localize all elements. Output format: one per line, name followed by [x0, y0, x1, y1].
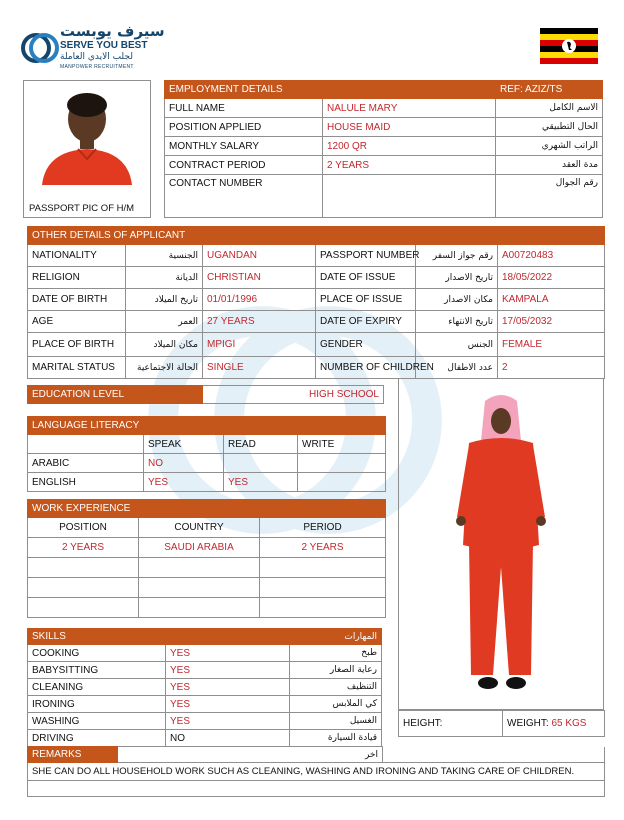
remarks-text: SHE CAN DO ALL HOUSEHOLD WORK SUCH AS CLEANING, WASHING AND IRONING AND TAKING CARE OF CHILDREN.	[28, 763, 605, 781]
remarks-header-fill	[383, 747, 605, 763]
work-empty-cell	[139, 578, 260, 598]
work-empty-cell	[28, 558, 139, 578]
place-of-birth-label: PLACE OF BIRTH	[28, 333, 126, 357]
country-column-header: COUNTRY	[139, 518, 260, 538]
work-empty-cell	[139, 558, 260, 578]
english-language-label: ENGLISH	[28, 473, 144, 492]
date-of-birth-value: 01/01/1996	[203, 289, 316, 311]
language-table	[27, 416, 386, 492]
date-of-issue-label: DATE OF ISSUE	[316, 267, 416, 289]
washing-arabic: الغسيل	[290, 713, 382, 730]
skills-header-fill	[166, 629, 290, 645]
other-details-header: OTHER DETAILS OF APPLICANT	[28, 227, 605, 245]
weight-value: 65 KGS	[551, 718, 587, 729]
logo-arabic-sub: لجلب الايدي العاملة	[60, 52, 133, 62]
employment-ref: REF: AZIZ/TS	[496, 81, 603, 99]
monthly-salary-label: MONTHLY SALARY	[165, 137, 323, 156]
age-label: AGE	[28, 311, 126, 333]
cooking-value: YES	[166, 645, 290, 662]
date-of-birth-label: DATE OF BIRTH	[28, 289, 126, 311]
remarks-empty-row	[28, 781, 605, 797]
date-of-issue-value: 18/05/2022	[498, 267, 605, 289]
washing-label: WASHING	[28, 713, 166, 730]
work-empty-cell	[260, 558, 386, 578]
position-applied-arabic: الحال التطبيقي	[496, 118, 603, 137]
age-value: 27 YEARS	[203, 311, 316, 333]
driving-label: DRIVING	[28, 730, 166, 747]
language-header-fill	[224, 417, 386, 435]
photo-caption: PASSPORT PIC OF H/M	[29, 203, 135, 214]
passport-number-label: PASSPORT NUMBER	[316, 245, 416, 267]
employment-header: EMPLOYMENT DETAILS	[165, 81, 496, 99]
contact-number-label: CONTACT NUMBER	[165, 175, 323, 218]
position-column-header: POSITION	[28, 518, 139, 538]
religion-label: RELIGION	[28, 267, 126, 289]
date-of-expiry-label: DATE OF EXPIRY	[316, 311, 416, 333]
height-cell	[399, 711, 503, 737]
language-header: LANGUAGE LITERACY	[28, 417, 224, 435]
company-logo-icon	[20, 26, 60, 72]
passport-photo-icon	[28, 85, 146, 185]
cleaning-label: CLEANING	[28, 679, 166, 696]
full-name-label: FULL NAME	[165, 99, 323, 118]
driving-value: NO	[166, 730, 290, 747]
place-of-issue-arabic: مكان الاصدار	[416, 289, 498, 311]
date-of-birth-arabic: تاريخ الميلاد	[126, 289, 203, 311]
read-column-header: READ	[224, 435, 298, 454]
date-of-issue-arabic: تاريخ الاصدار	[416, 267, 498, 289]
gender-value: FEMALE	[498, 333, 605, 357]
arabic-write-value	[298, 454, 386, 473]
weight-label: WEIGHT:	[507, 718, 549, 729]
arabic-speak-value: NO	[144, 454, 224, 473]
work-experience-header: WORK EXPERIENCE	[28, 500, 260, 518]
cooking-label: COOKING	[28, 645, 166, 662]
marital-status-arabic: الحالة الاجتماعية	[126, 357, 203, 379]
skills-header-arabic: المهارات	[290, 629, 382, 645]
date-of-expiry-arabic: تاريخ الانتهاء	[416, 311, 498, 333]
uganda-flag-icon	[540, 28, 598, 64]
contact-number-value	[323, 175, 496, 218]
place-of-issue-value: KAMPALA	[498, 289, 605, 311]
work-header-fill	[260, 500, 386, 518]
date-of-expiry-value: 17/05/2032	[498, 311, 605, 333]
marital-status-label: MARITAL STATUS	[28, 357, 126, 379]
place-of-birth-arabic: مكان الميلاد	[126, 333, 203, 357]
religion-value: CHRISTIAN	[203, 267, 316, 289]
work-empty-cell	[260, 578, 386, 598]
monthly-salary-value: 1200 QR	[323, 137, 496, 156]
driving-arabic: قيادة السيارة	[290, 730, 382, 747]
full-body-photo-frame	[398, 378, 604, 710]
work-experience-table	[27, 499, 386, 618]
contract-period-label: CONTRACT PERIOD	[165, 156, 323, 175]
write-column-header: WRITE	[298, 435, 386, 454]
full-name-arabic: الاسم الكامل	[496, 99, 603, 118]
language-blank-head	[28, 435, 144, 454]
number-of-children-label: NUMBER OF CHILDREN	[316, 357, 416, 379]
remarks-table	[27, 746, 605, 797]
skills-header: SKILLS	[28, 629, 166, 645]
work-empty-cell	[260, 598, 386, 618]
education-value: HIGH SCHOOL	[203, 386, 384, 404]
arabic-language-label: ARABIC	[28, 454, 144, 473]
place-of-birth-value: MPIGI	[203, 333, 316, 357]
position-applied-label: POSITION APPLIED	[165, 118, 323, 137]
logo-english-name: SERVE YOU BEST	[60, 40, 148, 51]
work-position-value: 2 YEARS	[28, 538, 139, 558]
work-empty-cell	[28, 598, 139, 618]
skills-table	[27, 628, 382, 747]
passport-number-value: A00720483	[498, 245, 605, 267]
height-label: HEIGHT:	[403, 718, 443, 729]
contract-period-arabic: مدة العقد	[496, 156, 603, 175]
cooking-arabic: طبخ	[290, 645, 382, 662]
ironing-label: IRONING	[28, 696, 166, 713]
work-empty-cell	[28, 578, 139, 598]
contact-number-arabic: رقم الجوال	[496, 175, 603, 218]
position-applied-value: HOUSE MAID	[323, 118, 496, 137]
monthly-salary-arabic: الراتب الشهري	[496, 137, 603, 156]
weight-cell	[503, 711, 605, 737]
contract-period-value: 2 YEARS	[323, 156, 496, 175]
speak-column-header: SPEAK	[144, 435, 224, 454]
number-of-children-value: 2	[498, 357, 605, 379]
english-read-value: YES	[224, 473, 298, 492]
nationality-value: UGANDAN	[203, 245, 316, 267]
washing-value: YES	[166, 713, 290, 730]
measurements-table	[398, 710, 605, 737]
education-table	[27, 385, 384, 404]
ironing-value: YES	[166, 696, 290, 713]
passport-photo-frame	[23, 80, 151, 218]
employment-details-table	[164, 80, 603, 218]
arabic-read-value	[224, 454, 298, 473]
number-of-children-arabic: عدد الاطفال	[416, 357, 498, 379]
work-period-value: 2 YEARS	[260, 538, 386, 558]
full-body-photo-icon	[399, 393, 603, 703]
passport-number-arabic: رقم جواز السفر	[416, 245, 498, 267]
nationality-label: NATIONALITY	[28, 245, 126, 267]
english-write-value	[298, 473, 386, 492]
remarks-header: REMARKS	[28, 747, 118, 763]
cleaning-arabic: التنظيف	[290, 679, 382, 696]
babysitting-value: YES	[166, 662, 290, 679]
logo-tagline: MANPOWER RECRUITMENT	[60, 64, 134, 70]
logo-arabic-name: سيرف يوبست	[60, 22, 165, 40]
babysitting-arabic: رعاية الصغار	[290, 662, 382, 679]
gender-label: GENDER	[316, 333, 416, 357]
english-speak-value: YES	[144, 473, 224, 492]
age-arabic: العمر	[126, 311, 203, 333]
cleaning-value: YES	[166, 679, 290, 696]
place-of-issue-label: PLACE OF ISSUE	[316, 289, 416, 311]
full-name-value: NALULE MARY	[323, 99, 496, 118]
nationality-arabic: الجنسية	[126, 245, 203, 267]
skills-other-arabic: اخر	[118, 747, 383, 763]
marital-status-value: SINGLE	[203, 357, 316, 379]
education-label: EDUCATION LEVEL	[28, 386, 203, 404]
religion-arabic: الديانة	[126, 267, 203, 289]
work-country-value: SAUDI ARABIA	[139, 538, 260, 558]
gender-arabic: الجنس	[416, 333, 498, 357]
ironing-arabic: كي الملابس	[290, 696, 382, 713]
other-details-table	[27, 226, 605, 379]
period-column-header: PERIOD	[260, 518, 386, 538]
babysitting-label: BABYSITTING	[28, 662, 166, 679]
work-empty-cell	[139, 598, 260, 618]
